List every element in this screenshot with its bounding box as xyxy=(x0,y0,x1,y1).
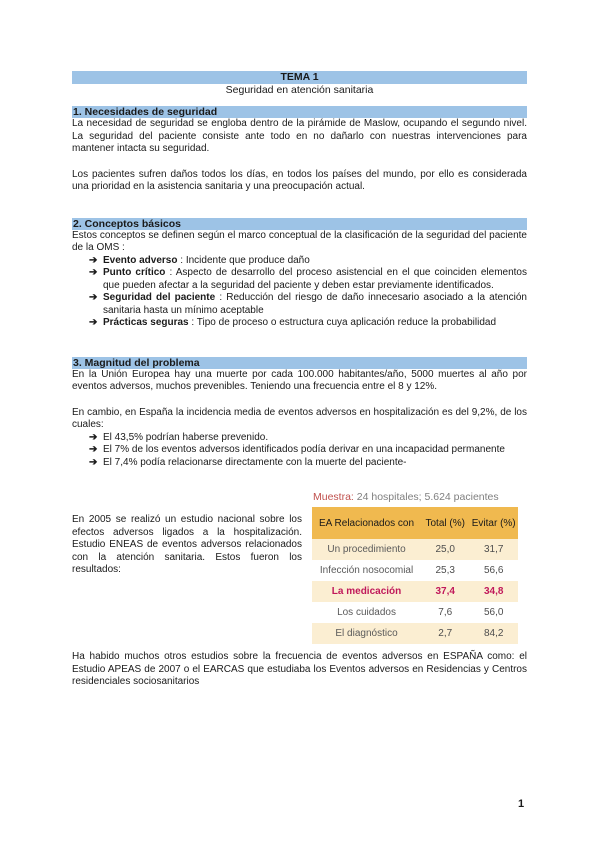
concepts-list xyxy=(72,255,527,330)
concept-text: : Aspecto de desarrollo del proceso asistencial en el que coinciden elementos que pueden afectar a la seguridad del paciente y deben estar previamente identificados. xyxy=(103,267,527,291)
document-page xyxy=(72,71,527,689)
column-header: EA Relacionados con xyxy=(312,507,421,539)
table-row: Infección nosocomial 25,3 56,6 xyxy=(312,560,518,581)
eneas-results-table xyxy=(310,487,520,647)
concept-term: Punto crítico xyxy=(103,267,166,278)
arrow-icon: ➔ xyxy=(89,317,98,328)
list-item xyxy=(89,255,527,268)
table-row: El diagnóstico 2,7 84,2 xyxy=(312,623,518,644)
concept-text: : Tipo de proceso o estructura cuya aplicación reduce la probabilidad xyxy=(188,317,497,328)
sample-caption xyxy=(310,487,520,507)
list-item xyxy=(89,292,527,317)
concept-term: Prácticas seguras xyxy=(103,317,189,328)
statistics-list xyxy=(72,432,527,470)
page-number: 1 xyxy=(518,798,525,810)
table-row-highlighted: La medicación 37,4 34,8 xyxy=(312,581,518,602)
page-title: TEMA 1 xyxy=(72,71,527,84)
paragraph: La necesidad de seguridad se engloba dentro de la pirámide de Maslow, ocupando el segundo nivel. La seguridad del paciente consiste ante todo en no dañarlo con nuestras intervenciones para mantener intacta su seguridad. xyxy=(72,118,527,154)
study-block xyxy=(72,487,527,651)
page-subtitle: Seguridad en atención sanitaria xyxy=(225,84,374,96)
arrow-icon: ➔ xyxy=(89,292,98,303)
sample-label: Muestra: xyxy=(313,491,354,503)
concept-text: : Reducción del riesgo de daño innecesario asociado a la atención sanitaria hasta un mínimo aceptable xyxy=(103,292,527,316)
arrow-icon: ➔ xyxy=(89,456,98,468)
paragraph: Estos conceptos se definen según el marco conceptual de la clasificación de la seguridad del paciente de la OMS : xyxy=(72,229,527,253)
sample-value: 24 hospitales; 5.624 pacientes xyxy=(356,491,499,503)
column-header: Evitar (%) xyxy=(469,507,518,539)
list-item: ➔ El 43,5% podrían haberse prevenido. xyxy=(89,431,269,443)
list-item: ➔ El 7,4% podía relacionarse directamente con la muerte del paciente- xyxy=(89,456,407,468)
arrow-icon: ➔ xyxy=(89,267,98,278)
list-item: ➔ El 7% de los eventos adversos identificados podía derivar en una incapacidad permanente xyxy=(89,444,505,455)
paragraph: Los pacientes sufren daños todos los días, en todos los países del mundo, por ello es considerada una prioridad en la asistencia sanitaria y una preocupación actual. xyxy=(72,168,527,192)
table-row: Los cuidados 7,6 56,0 xyxy=(312,602,518,623)
concept-term: Evento adverso xyxy=(103,254,178,266)
results-table xyxy=(312,507,518,644)
column-header: Total (%) xyxy=(421,507,469,539)
list-item xyxy=(89,267,527,292)
closing-paragraph: Ha habido muchos otros estudios sobre la frecuencia de eventos adversos en ESPAÑA como: el Estudio APEAS de 2007 o el EARCAS que estudiaba los Eventos adversos en Residencias y Centros residenciales sociosanitarios xyxy=(72,651,527,687)
study-description: En 2005 se realizó un estudio nacional sobre los efectos adversos ligados a la hospitalización. Estudio ENEAS de eventos adversos relacionados con la atención sanitaria. Estos fueron los resultados: xyxy=(72,514,302,575)
section-heading-3: 3. Magnitud del problema xyxy=(72,357,527,369)
concept-term: Seguridad del paciente xyxy=(103,292,216,303)
paragraph: En cambio, en España la incidencia media de eventos adversos en hospitalización es del 9,2%, de los cuales: xyxy=(72,406,527,430)
table-row: Un procedimiento 25,0 31,7 xyxy=(312,539,518,560)
paragraph: En la Unión Europea hay una muerte por cada 100.000 habitantes/año, 5000 muertes al año por eventos adversos, muchos prevenibles. Teniendo una frecuencia entre el 8 y 12%. xyxy=(72,368,527,392)
arrow-icon: ➔ xyxy=(89,444,98,455)
arrow-icon: ➔ xyxy=(89,431,98,443)
list-item xyxy=(89,317,527,330)
arrow-icon: ➔ xyxy=(89,254,98,266)
section-heading-1: 1. Necesidades de seguridad xyxy=(72,106,527,118)
section-heading-2: 2. Conceptos básicos xyxy=(72,218,527,230)
concept-text: : Incidente que produce daño xyxy=(177,254,310,266)
